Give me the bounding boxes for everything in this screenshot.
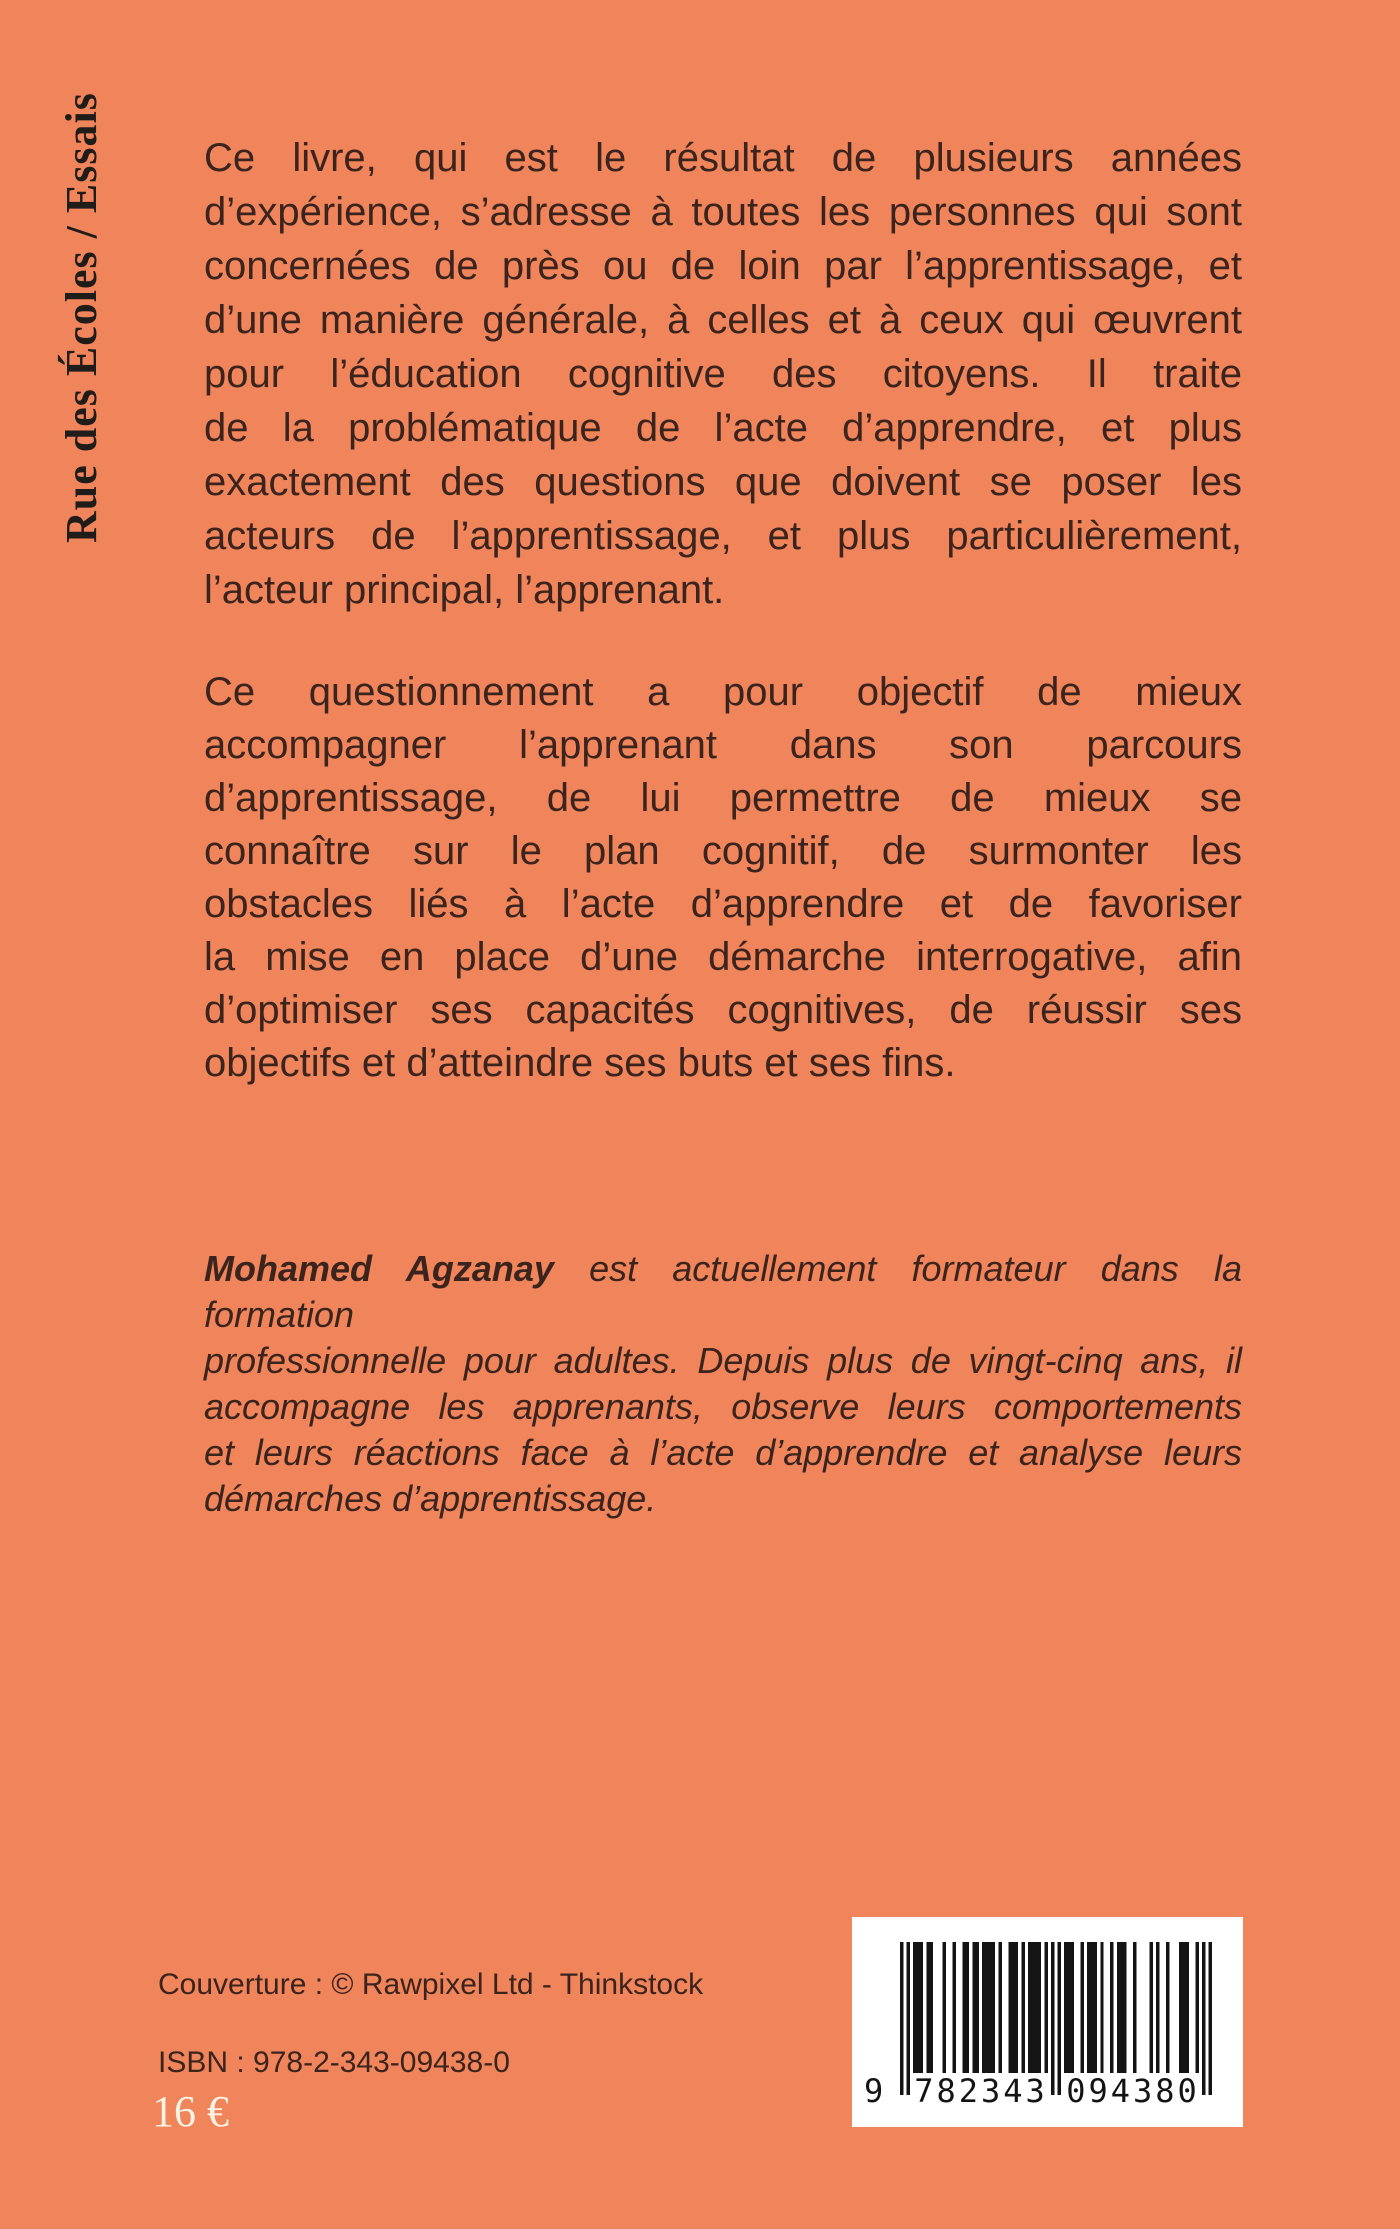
bio-line1-rest: est actuellement formateur dans la formation xyxy=(204,1248,1242,1335)
text-line: d’optimiser ses capacités cognitives, de réussir ses xyxy=(204,988,1242,1032)
text-line: obstacles liés à l’acte d’apprendre et de favoriser xyxy=(204,882,1242,926)
text-line: accompagne les apprenants, observe leurs comportements xyxy=(204,1386,1242,1427)
ean13-barcode xyxy=(852,1917,1243,2127)
text-line: et leurs réactions face à l’acte d’apprendre et analyse leurs xyxy=(204,1432,1242,1473)
barcode-digits xyxy=(852,2070,1243,2116)
barcode-digit-group-2: 094380 xyxy=(1066,2072,1200,2110)
cover-photo-credit: Couverture : © Rawpixel Ltd - Thinkstock xyxy=(158,1968,704,2001)
text-line: connaître sur le plan cognitif, de surmonter les xyxy=(204,829,1242,873)
text-line: Ce questionnement a pour objectif de mieux xyxy=(204,670,1242,714)
text-line: objectifs et d’atteindre ses buts et ses fins. xyxy=(204,1041,956,1085)
text-line: la mise en place d’une démarche interrogative, afin xyxy=(204,935,1242,979)
text-line: d’expérience, s’adresse à toutes les personnes qui sont xyxy=(204,190,1242,234)
text-line: exactement des questions que doivent se poser les xyxy=(204,460,1242,504)
text-line: pour l’éducation cognitive des citoyens. Il traite xyxy=(204,352,1242,396)
author-bio xyxy=(204,1246,1242,1522)
spine-collection-label: Rue des Écoles / Essais xyxy=(57,92,106,544)
text-line xyxy=(204,1246,1242,1338)
text-line: d’une manière générale, à celles et à ceux qui œuvrent xyxy=(204,298,1242,342)
text-line: acteurs de l’apprentissage, et plus particulièrement, xyxy=(204,514,1242,558)
author-name: Mohamed Agzanay xyxy=(204,1248,554,1289)
text-line: l’acteur principal, l’apprenant. xyxy=(204,568,725,612)
isbn-number: ISBN : 978-2-343-09438-0 xyxy=(158,2046,510,2079)
text-line: Ce livre, qui est le résultat de plusieurs années xyxy=(204,136,1242,180)
price-label: 16 € xyxy=(152,2087,229,2136)
synopsis-paragraph-2 xyxy=(204,666,1242,1090)
text-line: professionnelle pour adultes. Depuis plus de vingt-cinq ans, il xyxy=(204,1340,1242,1381)
text-line: d’apprentissage, de lui permettre de mieux se xyxy=(204,776,1242,820)
barcode-digit-first: 9 xyxy=(864,2072,884,2110)
text-line: démarches d’apprentissage. xyxy=(204,1478,657,1519)
text-line: de la problématique de l’acte d’apprendre, et plus xyxy=(204,406,1242,450)
text-line: concernées de près ou de loin par l’apprentissage, et xyxy=(204,244,1242,288)
text-line: accompagner l’apprenant dans son parcours xyxy=(204,723,1242,767)
barcode-digit-group-1: 782343 xyxy=(914,2072,1048,2110)
synopsis-paragraph-1 xyxy=(204,131,1242,617)
